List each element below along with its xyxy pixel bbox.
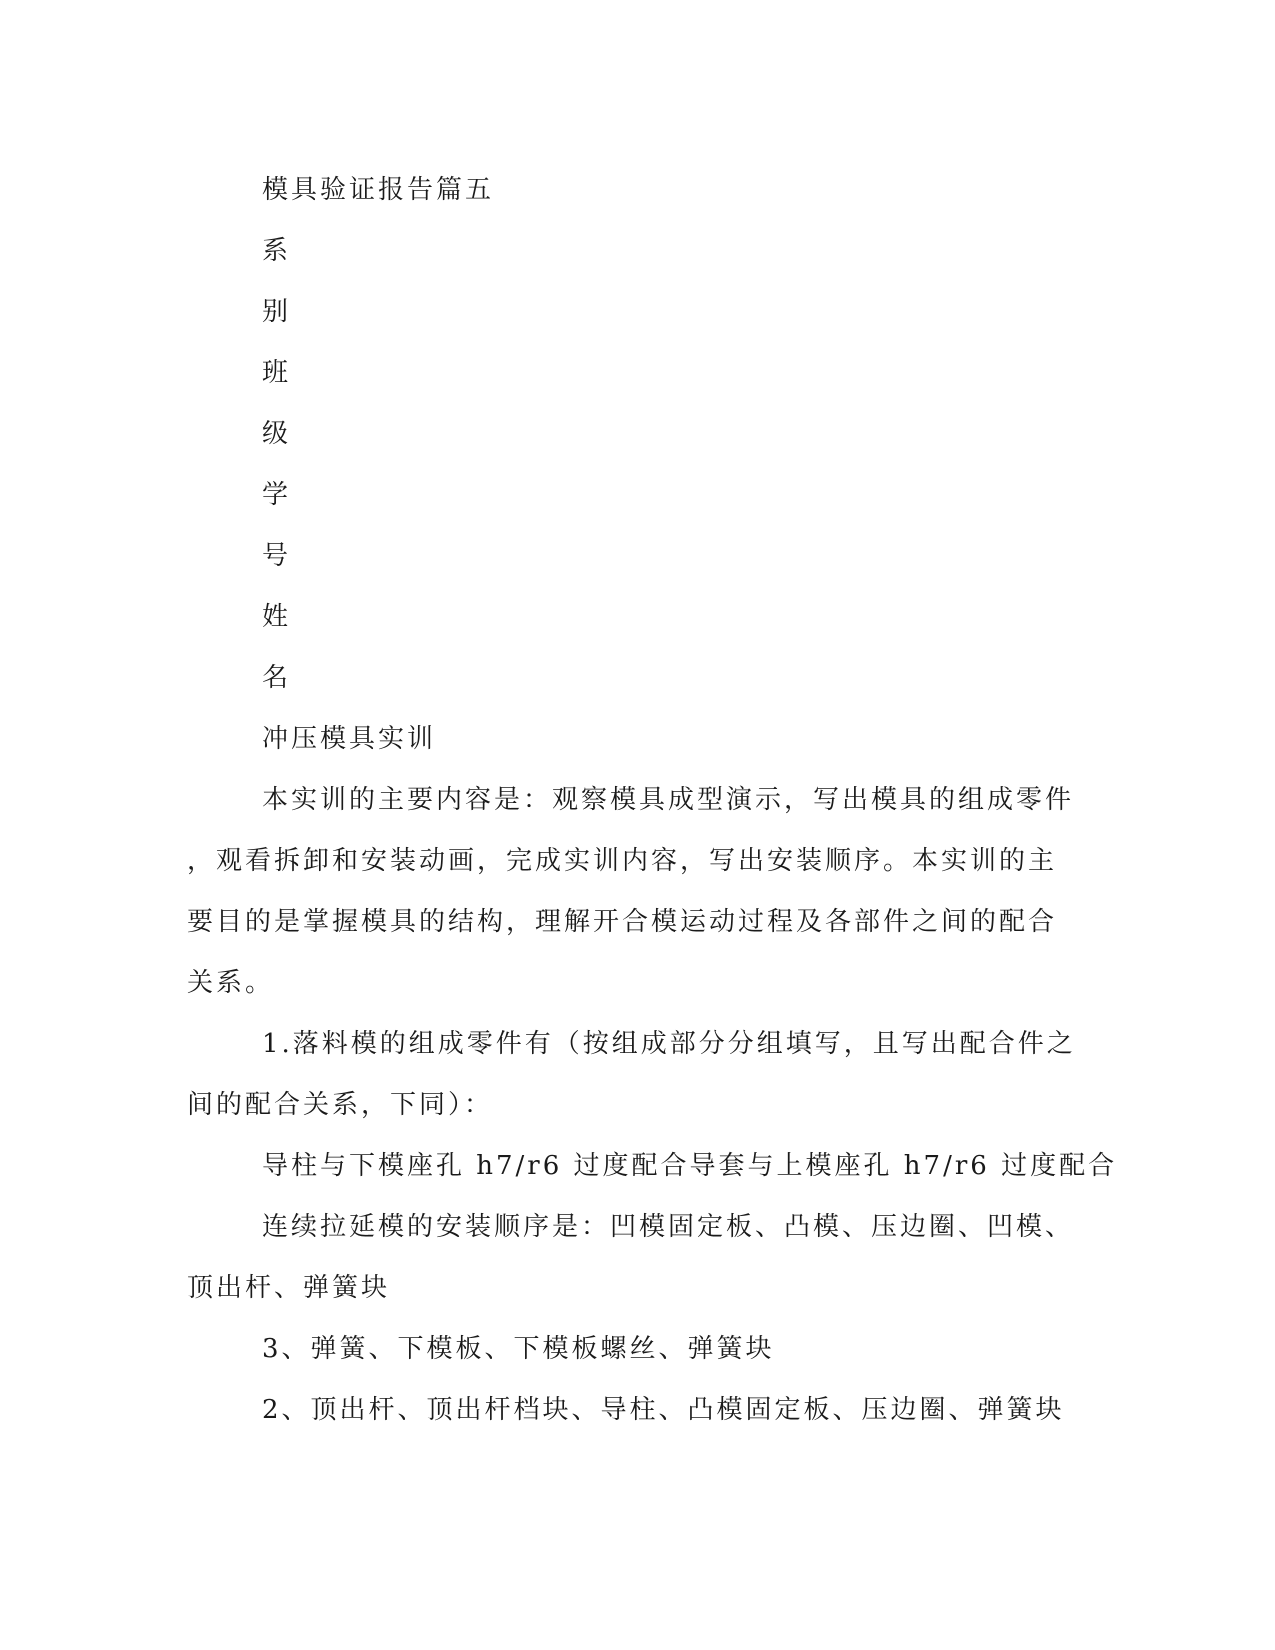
intro-line: ，观看拆卸和安装动画，完成实训内容，写出安装顺序。本实训的主 — [187, 846, 1058, 876]
intro-line: 要目的是掌握模具的结构，理解开合模运动过程及各部件之间的配合 — [187, 907, 1058, 937]
info-field-bie: 别 — [262, 297, 292, 327]
step-2-line: 2、顶出杆、顶出杆档块、导柱、凸模固定板、压边圈、弹簧块 — [262, 1395, 1065, 1425]
info-field-ming: 名 — [262, 663, 292, 693]
info-field-xi: 系 — [262, 236, 292, 266]
info-field-xing: 姓 — [262, 602, 292, 632]
document-body — [187, 160, 1118, 1441]
step-3-line: 3、弹簧、下模板、下模板螺丝、弹簧块 — [262, 1334, 775, 1364]
intro-paragraph — [187, 770, 1077, 1014]
info-field-xue: 学 — [262, 480, 292, 510]
intro-line: 关系。 — [187, 968, 275, 998]
section-title: 冲压模具实训 — [262, 724, 437, 754]
intro-line: 本实训的主要内容是：观察模具成型演示，写出模具的组成零件 — [262, 785, 1075, 815]
fit-relationship-line: 导柱与下模座孔 h7/r6 过度配合导套与上模座孔 h7/r6 过度配合 — [262, 1151, 1118, 1181]
item1-line: 1.落料模的组成零件有（按组成部分分组填写，且写出配合件之 — [262, 1029, 1076, 1059]
sequence-line: 连续拉延模的安装顺序是：凹模固定板、凸模、压边圈、凹模、 — [262, 1212, 1075, 1242]
document-title: 模具验证报告篇五 — [262, 175, 495, 205]
info-field-ji: 级 — [262, 419, 292, 449]
sequence-line: 顶出杆、弹簧块 — [187, 1273, 391, 1303]
sequence-paragraph — [187, 1197, 1077, 1319]
item1-paragraph — [187, 1014, 1077, 1136]
info-field-ban: 班 — [262, 358, 292, 388]
item1-line: 间的配合关系，下同）： — [187, 1090, 494, 1120]
info-field-hao: 号 — [262, 541, 292, 571]
